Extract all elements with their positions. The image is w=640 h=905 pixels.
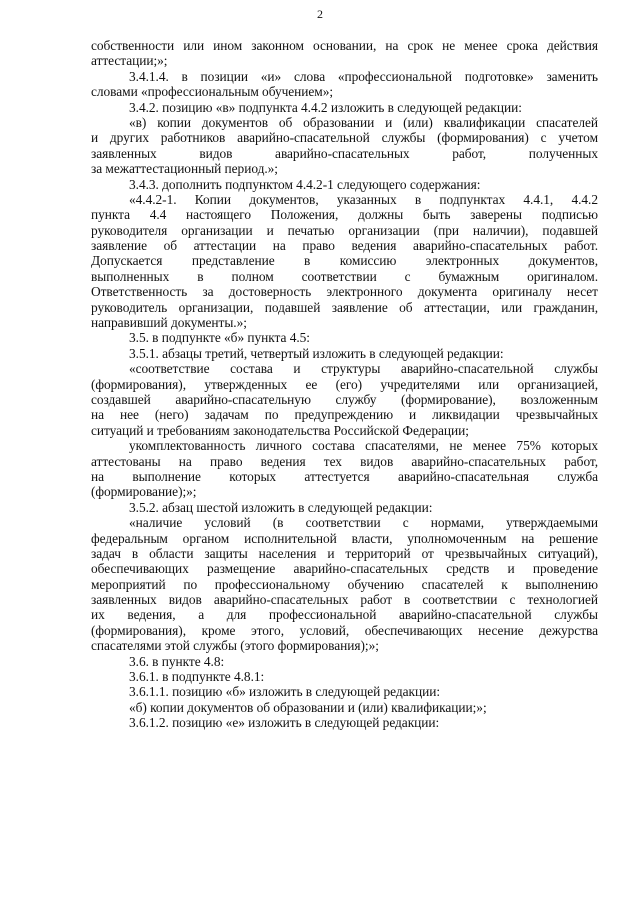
text-line: пункта 4.4 настоящего Положения, должны быть заверены подписью — [91, 207, 598, 223]
text-line: 3.5.2. абзац шестой изложить в следующей редакции: — [129, 499, 433, 515]
text-line: и других работников аварийно-спасательной службы (формирования) с учетом — [91, 130, 598, 146]
text-line: 3.4.2. позицию «в» подпункта 4.4.2 изложить в следующей редакции: — [129, 99, 522, 115]
text-line: мероприятий по профессиональному обучению спасателей к выполнению — [91, 576, 598, 592]
text-line: аттестации;»; — [91, 53, 168, 69]
text-line: на нее (него) задачам по предупреждению и ликвидации чрезвычайных — [91, 407, 598, 423]
text-line: федеральным органом исполнительной власти, уполномоченным на решение — [91, 530, 598, 546]
text-line: за межаттестационный период.»; — [91, 161, 278, 177]
text-line: 3.6.1.1. позицию «б» изложить в следующей редакции: — [129, 684, 441, 700]
text-line: «соответствие состава и структуры аварийно-спасательной службы — [129, 361, 598, 377]
text-line: «4.4.2-1. Копии документов, указанных в подпунктах 4.4.1, 4.4.2 — [129, 191, 598, 207]
text-line: 3.6.1. в подпункте 4.8.1: — [129, 669, 265, 685]
text-line: заявленных видов аварийно-спасательных работ в соответствии с технологией — [91, 592, 598, 608]
text-line: «в) копии документов об образовании и (или) квалификации спасателей — [129, 114, 598, 130]
text-line: 3.5. в подпункте «б» пункта 4.5: — [129, 330, 310, 346]
text-line: их ведения, а для профессиональной аварийно-спасательной службы — [91, 607, 598, 623]
text-line: Допускается представление в комиссию электронных документов, — [91, 253, 598, 269]
page-number: 2 — [317, 7, 323, 21]
document-body — [91, 38, 598, 731]
text-line: заявленных видов аварийно-спасательных работ, полученных — [91, 145, 598, 161]
text-line: словами «профессиональным обучением»; — [91, 84, 334, 100]
text-line: создавшей аварийно-спасательную службу (формирование), возложенным — [91, 391, 598, 407]
text-line: обеспечивающих размещение аварийно-спасательных средств и проведение — [91, 561, 598, 577]
text-line: аттестованы на право ведения тех видов аварийно-спасательных работ, — [91, 453, 598, 469]
text-line: заявление об аттестации на право ведения аварийно-спасательных работ. — [91, 238, 598, 254]
text-line: выполненных в полном соответствии с бумажным оригиналом. — [91, 268, 598, 284]
text-line: 3.6.1.2. позицию «е» изложить в следующей редакции: — [129, 715, 440, 731]
text-line: (формирование);»; — [91, 484, 197, 500]
text-line: ситуаций и требованиям законодательства Российской Федерации; — [91, 422, 469, 438]
text-line: руководитель организации, подавшей заявление об аттестации, или гражданин, — [91, 299, 598, 315]
text-line: 3.6. в пункте 4.8: — [129, 653, 225, 669]
text-line: 3.4.3. дополнить подпунктом 4.4.2-1 следующего содержания: — [129, 176, 481, 192]
text-line: «б) копии документов об образовании и (или) квалификации;»; — [129, 699, 487, 715]
text-line: руководителя организации и печатью организации (при наличии), подавшей — [91, 222, 598, 238]
text-line: (формирования), утвержденных ее (его) учредителями или организацией, — [91, 376, 598, 392]
text-line: Ответственность за достоверность электронного документа оригиналу несет — [91, 284, 598, 300]
text-line: (формирования), кроме этого, условий, обеспечивающих несение дежурства — [91, 622, 598, 638]
text-line: собственности или ином законном основании, на срок не менее срока действия — [91, 38, 598, 53]
text-line: 3.4.1.4. в позиции «и» слова «профессиональной подготовке» заменить — [129, 68, 598, 84]
text-line: спасателями этой службы (этого формирования);»; — [91, 638, 379, 654]
text-line: укомплектованность личного состава спасателями, не менее 75% которых — [129, 438, 598, 454]
text-line: задач в области защиты населения и территорий от чрезвычайных ситуаций), — [91, 545, 598, 561]
text-line: направивший документы.»; — [91, 315, 247, 331]
text-line: «наличие условий (в соответствии с нормами, утверждаемыми — [129, 515, 598, 531]
text-line: 3.5.1. абзацы третий, четвертый изложить в следующей редакции: — [129, 345, 504, 361]
text-line: на выполнение которых аттестуется аварийно-спасательная служба — [91, 468, 598, 484]
